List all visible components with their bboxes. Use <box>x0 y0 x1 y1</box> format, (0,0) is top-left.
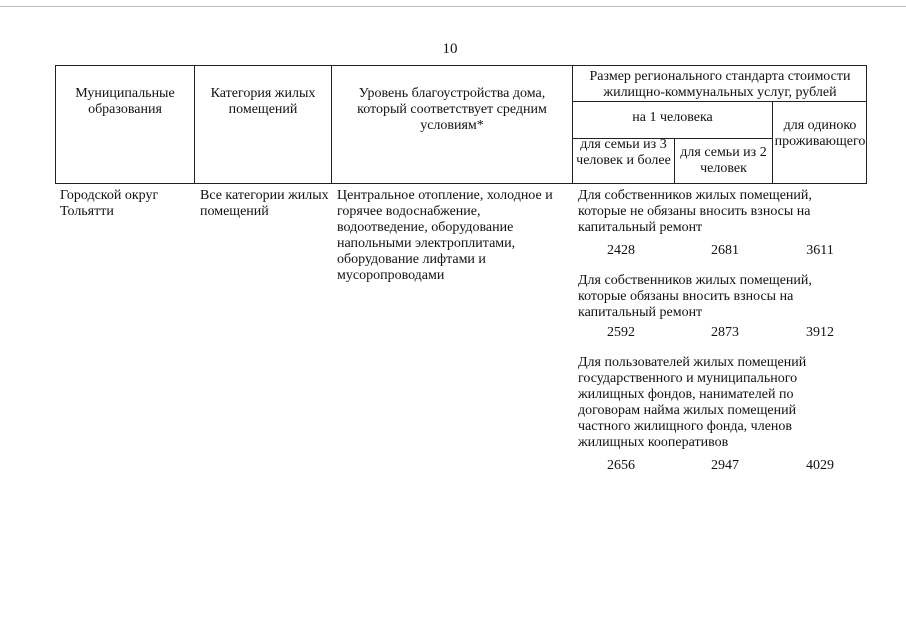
column-divider <box>772 101 773 184</box>
scan-top-edge <box>0 6 906 7</box>
group-label: Для собственников жилых помещений, которые не обязаны вносить взносы на капитальный ремонт <box>578 188 812 235</box>
column-divider <box>194 65 195 184</box>
column-divider <box>674 138 675 184</box>
cell-municipality: Городской округ Тольятти <box>60 188 159 219</box>
header-category: Категория жилых помещений <box>210 86 316 117</box>
group-label: Для собственников жилых помещений, которые обязаны вносить взносы на капитальный ремонт <box>578 273 812 320</box>
header-per-person: на 1 человека <box>632 110 713 125</box>
value-family-2: 2873 <box>711 325 739 340</box>
value-family-2: 2947 <box>711 458 739 473</box>
header-family-3-plus: для семьи из 3 человек и более <box>576 137 671 168</box>
cell-comfort-level: Центральное отопление, холодное и горячее водоснабжение, водоотведение, оборудование напольными электроплитами, оборудование лифтами и мусоропроводами <box>337 188 553 283</box>
row-divider <box>572 101 867 102</box>
value-family-3-plus: 2428 <box>607 243 635 258</box>
cell-category: Все категории жилых помещений <box>200 188 329 219</box>
header-regional-standard: Размер регионального стандарта стоимости жилищно-коммунальных услуг, рублей <box>589 69 851 100</box>
value-family-2: 2681 <box>711 243 739 258</box>
column-divider <box>331 65 332 184</box>
value-single: 4029 <box>806 458 834 473</box>
page-number: 10 <box>442 41 458 57</box>
header-single-resident: для одиноко проживающего <box>774 118 866 149</box>
header-municipality: Муниципальные образования <box>75 86 175 117</box>
value-single: 3912 <box>806 325 834 340</box>
column-divider <box>572 65 573 184</box>
header-family-2: для семьи из 2 человек <box>680 145 767 176</box>
group-label: Для пользователей жилых помещений государственного и муниципального жилищных фондов, нанимателей по договорам найма жилых помещений частного жилищного фонда, членов жилищных кооперативов <box>578 355 807 450</box>
header-comfort-level: Уровень благоустройства дома, который соответствует средним условиям* <box>357 86 547 133</box>
value-family-3-plus: 2656 <box>607 458 635 473</box>
value-single: 3611 <box>806 243 834 258</box>
value-family-3-plus: 2592 <box>607 325 635 340</box>
